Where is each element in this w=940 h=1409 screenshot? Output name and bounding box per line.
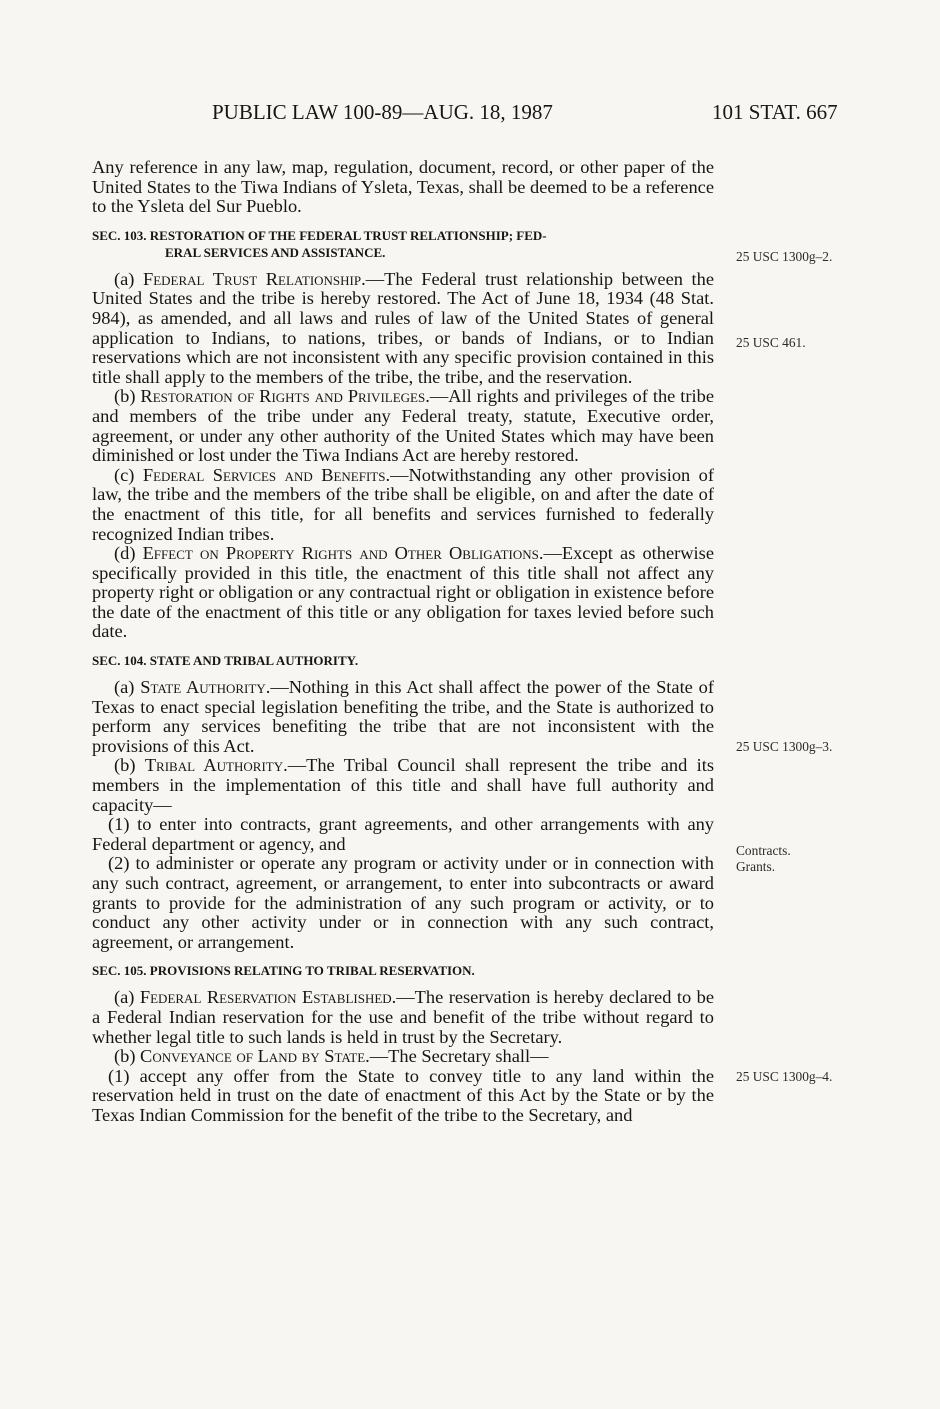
sec104-a-label: (a) xyxy=(114,677,141,698)
sec104-b-label: (b) xyxy=(114,755,145,776)
statute-page-number: 101 STAT. 667 xyxy=(712,100,838,124)
section-heading-104: SEC. 104. STATE AND TRIBAL AUTHORITY. xyxy=(92,653,359,669)
sec103-b-label: (b) xyxy=(114,386,141,407)
sec103-subsection-a xyxy=(92,270,714,388)
sec105-b-title: Conveyance of Land by State. xyxy=(140,1046,370,1067)
sec105-subsection-b xyxy=(92,1047,714,1067)
sec103-d-text: —Except as otherwise specifically provided in this title, the enactment of this title shall not affect any property right or obligation or any contractual right or obligation in existence before the date of the enactment of this title or any obligation for taxes levied before such date. xyxy=(92,543,714,642)
margin-note-contracts: Contracts. xyxy=(736,843,791,858)
sec105-b-label: (b) xyxy=(114,1046,141,1067)
sec103-d-title: Effect on Property Rights and Other Obligations. xyxy=(142,543,544,564)
law-citation: PUBLIC LAW 100-89—AUG. 18, 1987 xyxy=(212,100,553,124)
sec105-b-item-1: (1) accept any offer from the State to convey title to any land within the reservation held in trust on the date of enactment of this Act by the State or by the Texas Indian Commission for the benefit of the tribe to the Secretary, and xyxy=(92,1065,714,1125)
sec103-c-text: —Notwithstanding any other provision of law, the tribe and the members of the tribe shall be eligible, on and after the date of the enactment of this title, for all benefits and services furnished to federally recognized Indian tribes. xyxy=(92,464,714,544)
sec103-subsection-c xyxy=(92,466,714,544)
sec104-b-text: —The Tribal Council shall represent the tribe and its members in the implementation of this title and shall have full authority and capacity— xyxy=(92,755,714,815)
sec104-a-text: —Nothing in this Act shall affect the power of the State of Texas to enact special legislation benefiting the tribe, and the State is authorized to perform any services benefiting the tribe that are not inconsistent with the provisions of this Act. xyxy=(92,677,714,756)
sec105-a-text: —The reservation is hereby declared to be a Federal Indian reservation for the use and benefit of the tribe without regard to whether legal title to such lands is held in trust by the Secretary. xyxy=(92,987,714,1047)
sec105-a-label: (a) xyxy=(114,987,140,1008)
document-body xyxy=(92,158,714,1126)
sec104-b-item-1: (1) to enter into contracts, grant agreements, and other arrangements with any Federal department or agency, and xyxy=(92,814,714,854)
sec103-c-label: (c) xyxy=(114,464,143,485)
sec103-a-text: —The Federal trust relationship between the United States and the tribe is hereby restored. The Act of June 18, 1934 (48 Stat. 984), as amended, and all laws and rules of law of the United States of general application to Indians, to nations, tribes, or bands of Indians, or to Indian reservations which are not inconsistent with any specific provision contained in this title shall apply to the members of the tribe, the tribe, and the reservation. xyxy=(92,268,715,387)
sec105-b-text: —The Secretary shall— xyxy=(369,1046,549,1067)
section-heading-103 xyxy=(92,227,714,261)
margin-note-usc-1300g-2: 25 USC 1300g–2. xyxy=(736,249,833,264)
sec103-b-text: —All rights and privileges of the tribe and members of the tribe under any Federal treaty, statute, Executive order, agreement, or under any other authority of the United States which may have been diminished or lost under the Tiwa Indians Act are hereby restored. xyxy=(92,386,714,466)
sec103-subsection-b xyxy=(92,387,714,465)
margin-note-usc-1300g-4: 25 USC 1300g–4. xyxy=(736,1069,833,1084)
sec104-b-title: Tribal Authority. xyxy=(144,755,288,776)
sec103-a-title: Federal Trust Relationship. xyxy=(143,268,366,289)
margin-note-usc-1300g-3: 25 USC 1300g–3. xyxy=(736,739,833,754)
section-heading-103-line2: ERAL SERVICES AND ASSISTANCE. xyxy=(165,244,386,260)
sec104-subsection-b xyxy=(92,756,714,815)
sec105-a-title: Federal Reservation Established. xyxy=(139,987,397,1008)
margin-note-grants: Grants. xyxy=(736,859,776,874)
sec104-b-item-2: (2) to administer or operate any program or activity under or in connection with any such contract, agreement, or arrangement, to enter into subcontracts or award grants to provide for the administration of any such program or activity, or to conduct any other activity under or in connection with any such contract, agreement, or arrangement. xyxy=(92,853,714,952)
sec103-c-title: Federal Services and Benefits. xyxy=(142,464,391,485)
sec104-subsection-a xyxy=(92,678,714,756)
section-heading-103-line1: SEC. 103. RESTORATION OF THE FEDERAL TRUST RELATIONSHIP; FED- xyxy=(92,227,547,243)
intro-paragraph: Any reference in any law, map, regulation, document, record, or other paper of the United States to the Tiwa Indians of Ysleta, Texas, shall be deemed to be a reference to the Ysleta del Sur Pueblo. xyxy=(92,157,714,217)
sec105-subsection-a xyxy=(92,988,714,1047)
sec103-a-label: (a) xyxy=(114,268,143,289)
page-header xyxy=(0,100,940,134)
sec103-subsection-d xyxy=(92,544,714,642)
section-heading-105: SEC. 105. PROVISIONS RELATING TO TRIBAL RESERVATION. xyxy=(92,963,475,979)
sec103-b-title: Restoration of Rights and Privileges. xyxy=(140,386,430,407)
sec103-d-label: (d) xyxy=(114,543,143,564)
margin-note-usc-461: 25 USC 461. xyxy=(736,335,806,350)
sec104-a-title: State Authority. xyxy=(140,677,271,698)
